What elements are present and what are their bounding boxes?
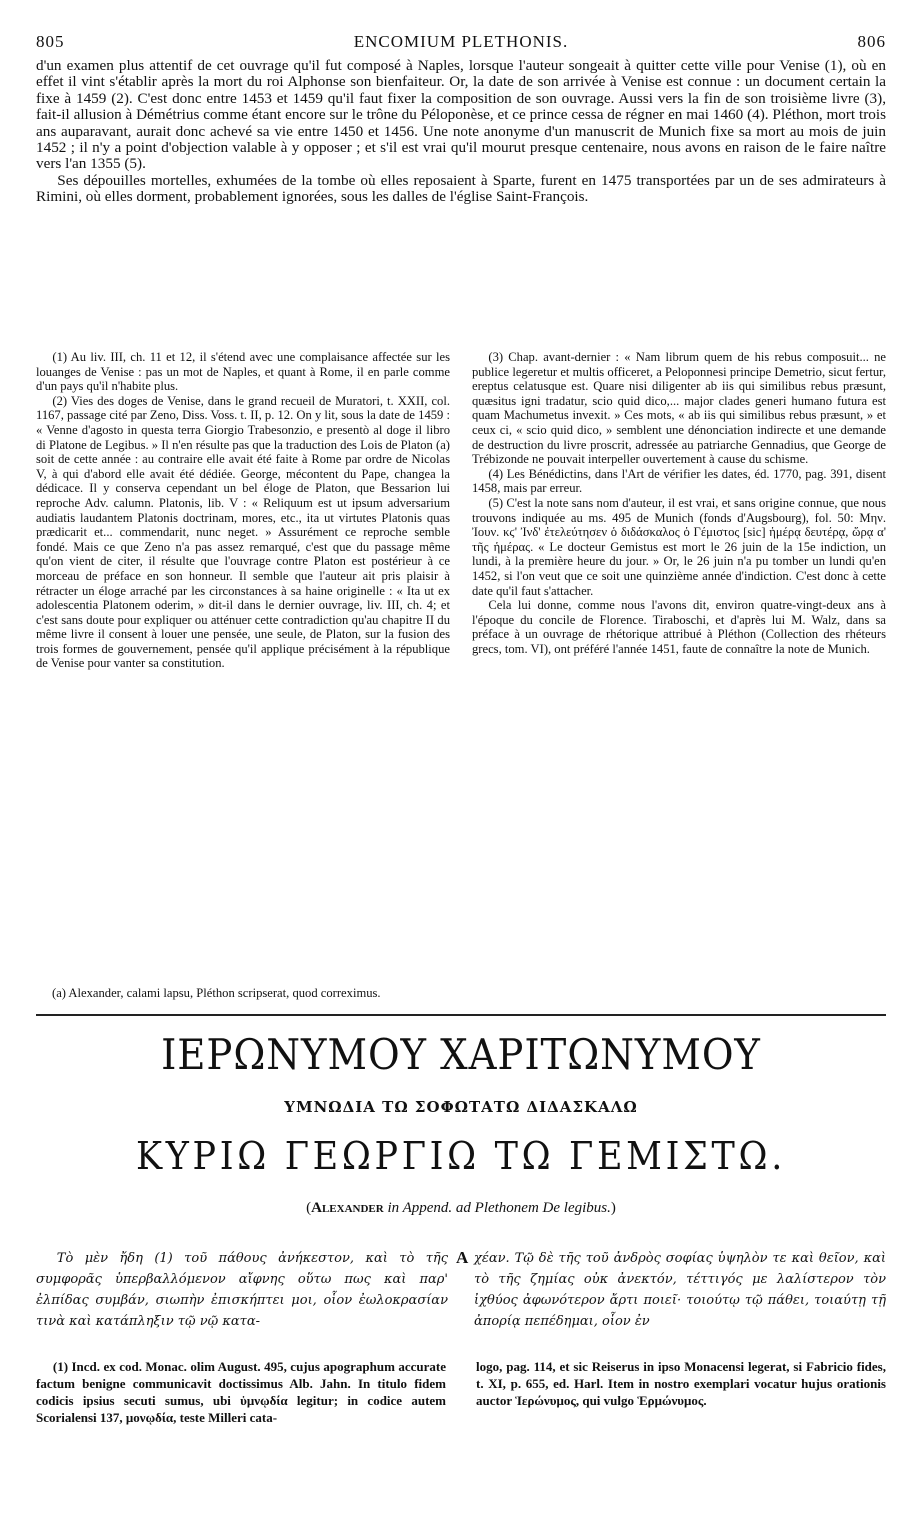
footnote-5-continued: Cela lui donne, comme nous l'avons dit, environ quatre-vingt-deux ans à l'époque du concile de Florence. Tiraboschi, et d'après lui M. Walz, dans sa préface à un ouvrage de rhétorique attribué à Pléthon (Collection des rhéteurs grecs, tom. VI), ont préféré l'année 1451, faute de connaître la note de Munich.	[472, 598, 886, 656]
footnote-3: (3) Chap. avant-dernier : « Nam librum quem de his rebus composuit... ne publice legeretur et multis officeret, a Peloponnesi principe Demetrio, sicut fertur, ereptus celatusque est. Quare nisi diligenter ab iis qui similibus rebus præsunt, quæsitus igni tradatur, scio quid dico,... major clades generi humano futura est quam Machumetus invexit. » Ces mots, « ab iis qui similibus rebus præsunt, » et ceux ci, « scio quid dico, » semblent une dénonciation indirecte et une demande de destruction du livre proscrit, adressée au patriarche Gennadius, que George de Trébizonde ne pouvait interpeller ouvertement à cause du schisme.	[472, 350, 886, 467]
editor-note-a: (a) Alexander, calami lapsu, Pléthon scripserat, quod correximus.	[52, 986, 381, 1000]
source-author: Alexander	[311, 1200, 384, 1216]
latin-footnote-left: (1) Incd. ex cod. Monac. olim August. 495, cujus apographum accurate factum benigne communicavit doctissimus Alb. Jahn. In titulo fidem codicis ipsius secuti sumus, ubi ὑμνῳδία legitur; in codice autem Scorialensi 137, μονῳδία, teste Milleri cata-	[36, 1359, 446, 1425]
footnote-4: (4) Les Bénédictins, dans l'Art de vérifier les dates, éd. 1770, pag. 391, disent 1458, mais par erreur.	[472, 466, 886, 496]
source-reference: in Append. ad Plethonem De legibus.	[383, 1200, 611, 1216]
latin-footnote-right: logo, pag. 114, et sic Reiserus in ipso Monacensi legerat, si Fabricio fides, t. XI, p. 655, ed. Harl. Item in nostro exemplari vocatur hujus orationis auctor Ἱερώνυμος, qui vulgo Ἑρμώνυμος.	[476, 1359, 886, 1408]
page-number-left: 805	[36, 32, 65, 51]
source-close: )	[610, 1200, 616, 1216]
footnote-5: (5) C'est la note sans nom d'auteur, il est vrai, et sans origine connue, que nous trouvons indiquée au ms. 495 de Munich (fonds d'Augsbourg), fol. 50: Μην. Ἰουν. κϛ' Ἰνδ' ἐτελεύτησεν ὁ διδάσκαλος ὁ Γέμιστος [sic] ἡμέρᾳ δευτέρᾳ, ὥρᾳ α' τῆς ἡμέρας. « Le docteur Gemistus est mort le 26 juin de la 15e indiction, un lundi, à la première heure du jour. » Or, le 26 juin n'a pu tomber un lundi qu'en 1452, si l'on veut que ce soit une quinzième année d'indiction. C'est donc à cette date qu'il faut s'attacher.	[472, 495, 886, 598]
source-open: (	[306, 1200, 312, 1216]
intro-text	[36, 58, 886, 206]
greek-text-left: Τὸ μὲν ἤδη (1) τοῦ πάθους ἀνήκεστον, καὶ τὸ τῆς συμφορᾶς ὑπερβαλλόμενον αἴφνης οὕτω πως καὶ παρ' ἐλπίδας συμβάν, σιωπὴν ἐπισκήπτει μοι, οἷον ἐωλοκρασίαν τινὰ καὶ κατάπληξιν τῷ νῷ κατα-	[36, 1251, 448, 1329]
work-subtitle: ΥΜΝΩΔΙΑ ΤΩ ΣΟΦΩΤΑΤΩ ΔΙΔΑΣΚΑΛΩ	[284, 1098, 638, 1116]
section-divider	[36, 1014, 886, 1016]
intro-paragraph-2: Ses dépouilles mortelles, exhumées de la tombe où elles reposaient à Sparte, furent en 1475 transportées par un de ses admirateurs à Rimini, où elles dorment, probablement ignorées, sous les dalles de l'église Saint-François.	[36, 171, 886, 206]
work-dedicatee: ΚΥΡΙΩ ΓΕΩΡΓΙΩ ΤΩ ΓΕΜΙΣΤΩ.	[135, 1134, 787, 1178]
footnote-2: (2) Vies des doges de Venise, dans le grand recueil de Muratori, t. XXII, col. 1167, passage cité par Zeno, Diss. Voss. t. II, p. 12. On y lit, sous la date de 1459 : « Venne d'agosto in questa terra Giorgio Trabesonzio, e presentò al doge il libro di Platone de Legibus. » Il n'en résulte pas que la traduction des Lois de Platon (a) soit de cette année : au contraire elle avait été faite à Rome par ordre de Nicolas V, à qui d'abord elle avait été dédiée. George, mécontent du Pape, changea la dédicace. Il y conserva cependant un bel éloge de Platon, que Bessarion lui reproche Adv. calumn. Platonis, lib. V : « Reliquum est ut ipsum adversarium audiatis laudantem Platonis doctrinam, mores, etc., ita ut virtutes Platonis quas prædicarit et... commendarit, nunc neget. » Assurément ce reproche semble fondé. Mais ce que Zeno n'a pas assez remarqué, c'est que du passage même qu'on vient de citer, il résulte que l'ouvrage contre Platon est postérieur à ce morceau de préface en son honneur. Il semble que l'auteur ait pris plaisir à rétracter un éloge arraché par les circonstances à sa haine originelle : « Ita ut ex adolescentia Platonem oderim, » dit-il dans le dernier ouvrage, liv. III, ch. 4; et c'est sans doute pour expliquer ou atténuer cette contradiction qu'au chapitre II du même livre il consent à louer une pensée, une seule, de Platon, sur la fusion des trois formes de gouvernement, pensée qu'il applique précisément à la république de Venise pour vanter sa constitution.	[36, 393, 450, 671]
margin-letter: A	[456, 1248, 469, 1267]
running-title: ENCOMIUM PLETHONIS.	[353, 32, 569, 51]
page-number-right: 806	[857, 32, 886, 51]
intro-paragraph-1: d'un examen plus attentif de cet ouvrage qu'il fut composé à Naples, lorsque l'auteur songeait à quitter cette ville pour Venise (1), où en effet il vint s'établir après la mort du roi Alphonse son bienfaiteur. Or, la date de son arrivée à Venise est connue : un document certain la fixe à 1459 (2). C'est donc entre 1453 et 1459 qu'il faut fixer la composition de son ouvrage. Aussi vers la fin de son troisième livre (3), fait-il allusion à Démétrius comme étant encore sur le trône du Péloponèse, et ce prince cessa de régner en mai 1460 (4). Pléthon, mort trois ans auparavant, aurait donc achevé sa vie entre 1450 et 1456. Une note anonyme d'un manuscrit de Munich fixe sa mort au mois de juin 1452 ; il n'y a point d'objection valable à y opposer ; et s'il est vrai qu'il mourut presque centenaire, nous avons en raison de le faire naître vers l'an 1355 (5).	[36, 57, 886, 173]
footnotes-left-column	[36, 350, 450, 671]
work-title-author: ΙΕΡΩΝΥΜΟΥ ΧΑΡΙΤΩΝΥΜΟΥ	[161, 1030, 761, 1079]
source-citation	[36, 1200, 886, 1217]
running-header	[36, 32, 886, 54]
footnotes-right-column	[472, 350, 886, 656]
footnote-1: (1) Au liv. III, ch. 11 et 12, il s'étend avec une complaisance affectée sur les louanges de Venise : pas un mot de Naples, et quant à Rome, il en parle comme d'un pays qu'il n'habite plus.	[36, 350, 450, 394]
greek-text-right: χέαν. Τῷ δὲ τῆς τοῦ ἀνδρὸς σοφίας ὑψηλὸν τε καὶ θεῖον, καὶ τὸ τῆς ζημίας οὐκ ἀνεκτόν, τέττιγός με λαλίστερον τὸν ἰχθύος ἀφωνότερον ἄρτι ποιεῖ· τοιούτῳ τῷ πάθει, τοιαύτῃ τῇ ἀπορίᾳ πεπέδημαι, οἷον ἐν	[474, 1251, 886, 1329]
